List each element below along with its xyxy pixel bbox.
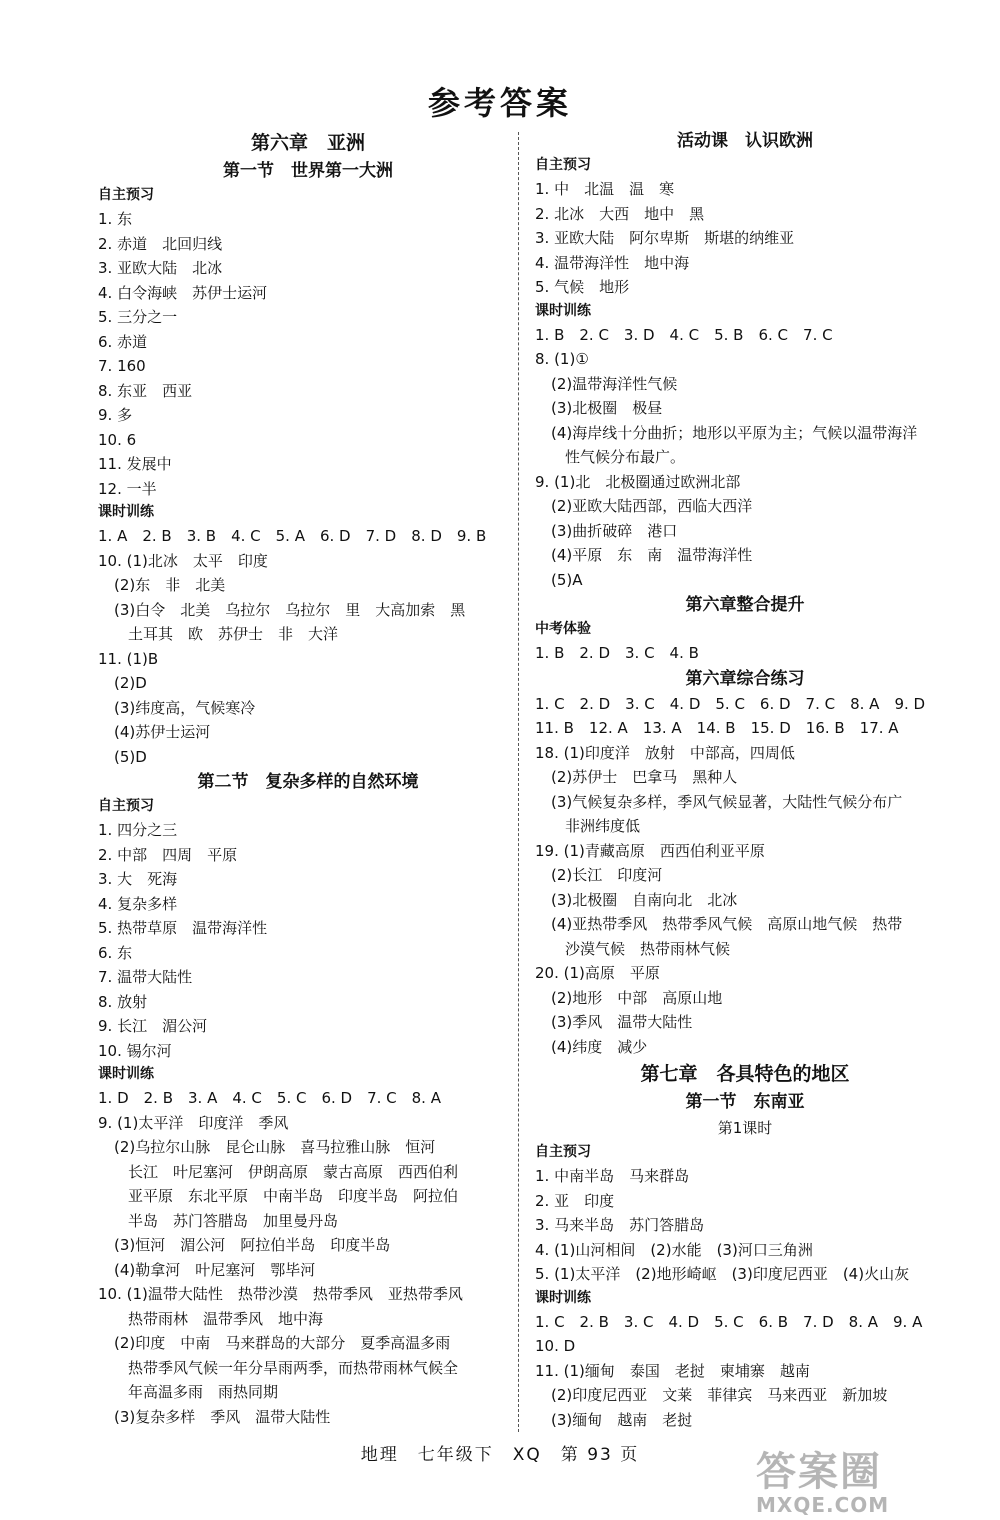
answer-line: 10. D bbox=[535, 1337, 576, 1355]
answer-line: (2)温带海洋性气候 bbox=[551, 374, 678, 393]
answer-line: 9. (1)北 北极圈通过欧洲北部 bbox=[535, 472, 741, 491]
answer-line: 5. (1)太平洋 (2)地形崎岖 (3)印度尼西亚 (4)火山灰 bbox=[535, 1265, 910, 1283]
answer-line: 热带雨林 温带季风 地中海 bbox=[128, 1309, 324, 1328]
answer-line: 1. C 2. B 3. C 4. D 5. C 6. B 7. D 8. A 9. A bbox=[535, 1312, 923, 1331]
answer-line: 沙漠气候 热带雨林气候 bbox=[565, 939, 731, 958]
answer-line: 1. A 2. B 3. B 4. C 5. A 6. D 7. D 8. D 9. B bbox=[98, 527, 487, 545]
answer-line: (3)曲折破碎 港口 bbox=[551, 521, 678, 540]
page-title: 参考答案 bbox=[427, 84, 572, 122]
answer-line: 10. 锡尔河 bbox=[98, 1041, 172, 1060]
answer-line: 10. (1)温带大陆性 热带沙漠 热带季风 亚热带季风 bbox=[98, 1285, 463, 1303]
answer-line: 1. 东 bbox=[98, 210, 133, 228]
answer-line: 1. D 2. B 3. A 4. C 5. C 6. D 7. C 8. A bbox=[98, 1089, 441, 1107]
answer-line: (3)北极圈 极昼 bbox=[551, 399, 663, 417]
answer-line: 热带季风气候一年分旱雨两季，而热带雨林气候全 bbox=[128, 1358, 459, 1377]
answer-line: (4)勒拿河 叶尼塞河 鄂毕河 bbox=[114, 1260, 316, 1279]
answer-line: 10. 6 bbox=[98, 430, 137, 449]
answer-line: 5. 热带草原 温带海洋性 bbox=[98, 919, 268, 937]
section-heading: 活动课 认识欧洲 bbox=[677, 131, 813, 151]
section-heading: 第六章整合提升 bbox=[685, 595, 805, 615]
answer-line: 12. 一半 bbox=[98, 479, 157, 498]
answer-line: 4. 温带海洋性 地中海 bbox=[535, 253, 690, 272]
section-heading: 第六章综合练习 bbox=[685, 668, 805, 689]
answer-line: (4)平原 东 南 温带海洋性 bbox=[551, 546, 753, 564]
answer-line: (5)D bbox=[114, 747, 147, 766]
answer-line: 8. 东亚 西亚 bbox=[98, 381, 193, 400]
answer-line: 7. 温带大陆性 bbox=[98, 968, 193, 986]
answer-line: (3)气候复杂多样，季风气候显著，大陆性气候分布广 bbox=[551, 792, 903, 811]
chapter-heading: 第七章 各具特色的地区 bbox=[640, 1063, 850, 1085]
answer-line: (2)东 非 北美 bbox=[114, 576, 226, 594]
answer-line: 11. (1)B bbox=[98, 649, 159, 668]
answer-line: 半岛 苏门答腊岛 加里曼丹岛 bbox=[128, 1211, 339, 1230]
answer-line: 9. 长江 湄公河 bbox=[98, 1017, 208, 1035]
answer-line: 19. (1)青藏高原 西西伯利亚平原 bbox=[535, 841, 765, 860]
section-heading: 第一节 世界第一大洲 bbox=[223, 161, 393, 181]
left-column bbox=[98, 128, 518, 1429]
answer-line: (5)A bbox=[551, 570, 583, 589]
page-footer: 地理 七年级下 XQ 第 93 页 bbox=[360, 1445, 640, 1465]
answer-line: (2)长江 印度河 bbox=[551, 866, 663, 884]
answer-line: 4. 白令海峡 苏伊士运河 bbox=[98, 283, 268, 302]
part-label: 自主预习 bbox=[98, 187, 154, 203]
watermark-url: MXQE.COM bbox=[756, 1493, 890, 1517]
answer-line: (3)季风 温带大陆性 bbox=[551, 1013, 693, 1031]
answer-line: 3. 亚欧大陆 北冰 bbox=[98, 259, 223, 277]
answer-line: 11. (1)缅甸 泰国 老挝 柬埔寨 越南 bbox=[535, 1361, 810, 1380]
answer-line: 6. 东 bbox=[98, 943, 133, 962]
part-label: 课时训练 bbox=[535, 1289, 591, 1306]
answer-line: (2)印度 中南 马来群岛的大部分 夏季高温多雨 bbox=[114, 1334, 451, 1352]
answer-line: 3. 亚欧大陆 阿尔卑斯 斯堪的纳维亚 bbox=[535, 229, 795, 247]
answer-line: (4)纬度 减少 bbox=[551, 1037, 648, 1056]
watermark-mark: 答案圈 bbox=[756, 1449, 882, 1495]
answer-line: 2. 中部 四周 平原 bbox=[98, 845, 238, 864]
chapter-heading: 第六章 亚洲 bbox=[250, 132, 365, 154]
right-column bbox=[535, 128, 955, 1432]
answer-line: (3)恒河 湄公河 阿拉伯半岛 印度半岛 bbox=[114, 1236, 391, 1254]
answer-line: 1. B 2. C 3. D 4. C 5. B 6. C 7. C bbox=[535, 325, 833, 344]
answer-line: 2. 赤道 北回归线 bbox=[98, 234, 223, 253]
answer-line: 4. (1)山河相间 (2)水能 (3)河口三角洲 bbox=[535, 1240, 813, 1259]
answer-line: 性气候分布最广。 bbox=[565, 448, 686, 466]
answer-line: 1. C 2. D 3. C 4. D 5. C 6. D 7. C 8. A 9. D bbox=[535, 694, 926, 713]
answer-line: 3. 马来半岛 苏门答腊岛 bbox=[535, 1216, 705, 1234]
answer-line: (4)苏伊士运河 bbox=[114, 723, 211, 741]
part-label: 课时训练 bbox=[535, 302, 591, 319]
answer-line: 20. (1)高原 平原 bbox=[535, 964, 660, 982]
part-label: 课时训练 bbox=[98, 1066, 154, 1082]
answer-line: 土耳其 欧 苏伊士 非 大洋 bbox=[128, 625, 339, 643]
answer-line: 4. 复杂多样 bbox=[98, 894, 178, 913]
watermark-logo bbox=[756, 1440, 986, 1517]
answer-line: 1. B 2. D 3. C 4. B bbox=[535, 644, 699, 662]
answer-line: (3)缅甸 越南 老挝 bbox=[551, 1410, 693, 1429]
answer-line: 亚平原 东北平原 中南半岛 印度半岛 阿拉伯 bbox=[128, 1187, 459, 1205]
answer-line: (3)纬度高，气候寒冷 bbox=[114, 698, 256, 717]
answer-line: 18. (1)印度洋 放射 中部高，四周低 bbox=[535, 743, 795, 762]
answer-line: 2. 北冰 大西 地中 黑 bbox=[535, 204, 705, 223]
answer-line: 2. 亚 印度 bbox=[535, 1191, 615, 1210]
column-divider bbox=[518, 132, 519, 1432]
section-heading: 第二节 复杂多样的自然环境 bbox=[197, 772, 419, 792]
answer-line: 7. 160 bbox=[98, 357, 146, 375]
answer-line: (3)复杂多样 季风 温带大陆性 bbox=[114, 1407, 331, 1426]
answer-line: (4)海岸线十分曲折；地形以平原为主；气候以温带海洋 bbox=[551, 423, 918, 442]
answer-line: 11. B 12. A 13. A 14. B 15. D 16. B 17. A bbox=[535, 719, 899, 737]
part-label: 课时训练 bbox=[98, 504, 154, 520]
answer-line: 11. 发展中 bbox=[98, 455, 172, 473]
answer-line: 1. 中南半岛 马来群岛 bbox=[535, 1167, 690, 1185]
answer-line: (2)地形 中部 高原山地 bbox=[551, 988, 723, 1007]
answer-line: 非洲纬度低 bbox=[565, 817, 641, 835]
answer-line: 1. 中 北温 温 寒 bbox=[535, 180, 675, 198]
answer-line: 长江 叶尼塞河 伊朗高原 蒙古高原 西西伯利 bbox=[128, 1162, 459, 1181]
section-heading: 第一节 东南亚 bbox=[685, 1092, 805, 1112]
answer-line: (2)乌拉尔山脉 昆仑山脉 喜马拉雅山脉 恒河 bbox=[114, 1138, 436, 1156]
answer-line: 10. (1)北冰 太平 印度 bbox=[98, 551, 268, 570]
answer-line: 8. 放射 bbox=[98, 992, 148, 1011]
answer-line: 3. 大 死海 bbox=[98, 870, 178, 888]
part-label: 自主预习 bbox=[535, 157, 591, 173]
answer-line: 8. (1)① bbox=[535, 350, 589, 368]
answer-line: 5. 气候 地形 bbox=[535, 278, 630, 296]
part-label: 自主预习 bbox=[535, 1144, 591, 1160]
part-label: 中考体验 bbox=[535, 621, 591, 637]
answer-line: 年高温多雨 雨热同期 bbox=[128, 1383, 279, 1401]
answer-line: (3)白令 北美 乌拉尔 乌拉尔 里 大高加索 黑 bbox=[114, 600, 466, 619]
answer-line: (3)北极圈 自南向北 北冰 bbox=[551, 890, 738, 909]
answer-line: (2)D bbox=[114, 674, 147, 692]
answer-line: 6. 赤道 bbox=[98, 332, 148, 351]
answer-line: 1. 四分之三 bbox=[98, 821, 178, 839]
answer-line: (2)苏伊士 巴拿马 黑种人 bbox=[551, 768, 738, 786]
answer-line: 9. 多 bbox=[98, 406, 133, 424]
answer-line: (2)印度尼西亚 文莱 菲律宾 马来西亚 新加坡 bbox=[551, 1386, 888, 1404]
subsection-heading: 第1课时 bbox=[717, 1119, 773, 1137]
answer-line: (2)亚欧大陆西部，西临大西洋 bbox=[551, 497, 753, 515]
answer-line: 9. (1)太平洋 印度洋 季风 bbox=[98, 1113, 289, 1132]
part-label: 自主预习 bbox=[98, 798, 154, 814]
answer-line: (4)亚热带季风 热带季风气候 高原山地气候 热带 bbox=[551, 915, 903, 933]
answer-line: 5. 三分之一 bbox=[98, 308, 178, 326]
